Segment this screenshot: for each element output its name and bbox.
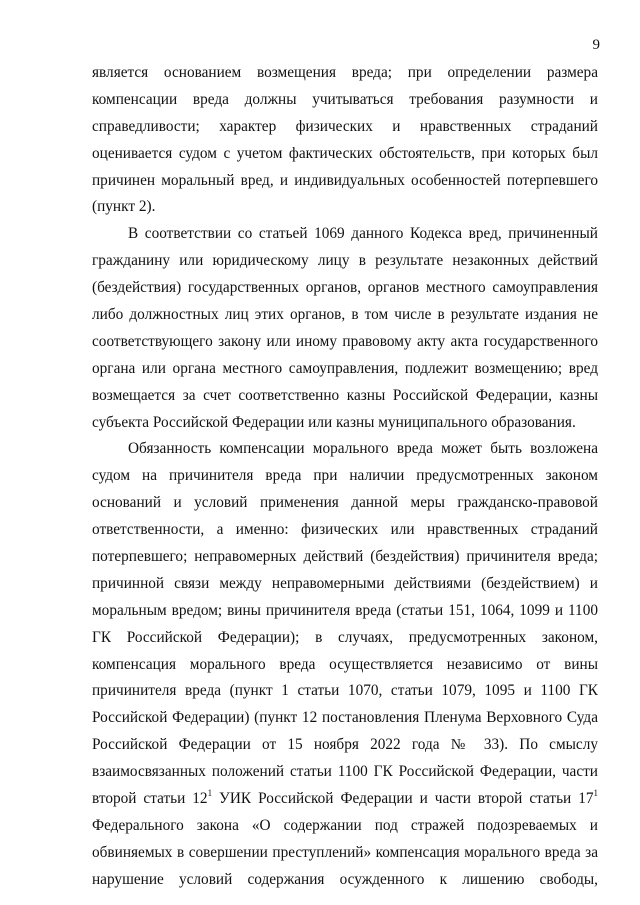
page-number: 9	[592, 37, 600, 53]
text-line	[92, 221, 598, 248]
text-line	[92, 867, 598, 894]
line-text: моральным вредом; вины причинителя вреда (статьи 151, 1064, 1099 и 1100	[92, 601, 598, 619]
text-line	[92, 87, 598, 114]
line-text: нарушение условий содержания осужденного к лишению свободы,	[92, 870, 598, 888]
line-text: Обязанность компенсации морального вреда может быть возложена	[128, 440, 598, 458]
superscript: 1	[593, 787, 598, 798]
line-text: причинителя вреда (пункт 1 статьи 1070, статьи 1079, 1095 и 1100 ГК	[92, 682, 598, 700]
paragraph	[92, 60, 598, 221]
text-line	[92, 60, 598, 87]
line-text: Федерального закона «О содержании под стражей подозреваемых и	[92, 816, 598, 834]
line-text: второй статьи 12	[92, 790, 208, 808]
text-line	[92, 141, 598, 168]
line-text: возмещается за счет соответственно казны Российской Федерации, казны	[92, 386, 598, 404]
line-text: оснований и условий применения данной меры гражданско-правовой	[92, 494, 598, 512]
text-line	[92, 463, 598, 490]
text-line	[92, 248, 598, 275]
line-text: Российской Федерации от 15 ноября 2022 года № 33). По смыслу	[92, 736, 598, 754]
text-line	[92, 383, 598, 410]
line-text: гражданину или юридическому лицу в результате незаконных действий	[92, 252, 598, 270]
text-line	[92, 759, 598, 786]
text-line	[92, 329, 598, 356]
text-line	[92, 840, 598, 867]
text-line	[92, 436, 598, 463]
line-text: органа или органа местного самоуправления, подлежит возмещению; вред	[92, 359, 598, 377]
line-text: ГК Российской Федерации); в случаях, предусмотренных законом,	[92, 628, 598, 646]
text-line	[92, 625, 598, 652]
line-text: судом на причинителя вреда при наличии предусмотренных законом	[92, 467, 598, 485]
text-line	[92, 410, 598, 437]
paragraph	[92, 436, 598, 893]
line-text: справедливости; характер физических и нравственных страданий	[92, 117, 598, 135]
line-text: обвиняемых в совершении преступлений» компенсация морального вреда за	[92, 843, 598, 861]
text-line	[92, 490, 598, 517]
text-line	[92, 705, 598, 732]
line-text: УИК Российской Федерации и части второй статьи 17	[212, 790, 594, 808]
superscript: 1	[207, 787, 213, 798]
text-line	[92, 194, 598, 221]
text-line	[92, 678, 598, 705]
text-line	[92, 356, 598, 383]
text-line	[92, 813, 598, 840]
text-line	[92, 544, 598, 571]
line-text: является основанием возмещения вреда; при определении размера	[92, 64, 598, 81]
document-body	[92, 60, 598, 894]
text-line	[92, 652, 598, 679]
text-line	[92, 168, 598, 195]
line-text: В соответствии со статьей 1069 данного Кодекса вред, причиненный	[128, 225, 598, 243]
text-line	[92, 786, 598, 813]
text-line	[92, 598, 598, 625]
line-text: причинен моральный вред, и индивидуальных особенностей потерпевшего	[92, 171, 598, 189]
text-line	[92, 302, 598, 329]
line-text: (бездействия) государственных органов, органов местного самоуправления	[92, 279, 598, 297]
line-text: субъекта Российской Федерации или казны муниципального образования.	[92, 413, 576, 431]
line-text: компенсация морального вреда осуществляется независимо от вины	[92, 655, 598, 673]
line-text: компенсации вреда должны учитываться требования разумности и	[92, 90, 598, 108]
line-text: либо должностных лиц этих органов, в том числе в результате издания не	[92, 306, 598, 324]
line-text: соответствующего закону или иному правовому акту акта государственного	[92, 332, 598, 350]
text-line	[92, 732, 598, 759]
text-line	[92, 275, 598, 302]
line-text: оценивается судом с учетом фактических обстоятельств, при которых был	[92, 144, 598, 162]
line-text: (пункт 2).	[92, 198, 156, 216]
text-line	[92, 517, 598, 544]
line-text: ответственности, а именно: физических или нравственных страданий	[92, 521, 598, 539]
text-line	[92, 571, 598, 598]
text-line	[92, 114, 598, 141]
line-text: потерпевшего; неправомерных действий (бездействия) причинителя вреда;	[92, 548, 598, 566]
line-text: взаимосвязанных положений статьи 1100 ГК Российской Федерации, части	[92, 763, 598, 781]
line-text: причинной связи между неправомерными действиями (бездействием) и	[92, 574, 598, 592]
line-text: Российской Федерации) (пункт 12 постановления Пленума Верховного Суда	[92, 709, 598, 727]
paragraph	[92, 221, 598, 436]
